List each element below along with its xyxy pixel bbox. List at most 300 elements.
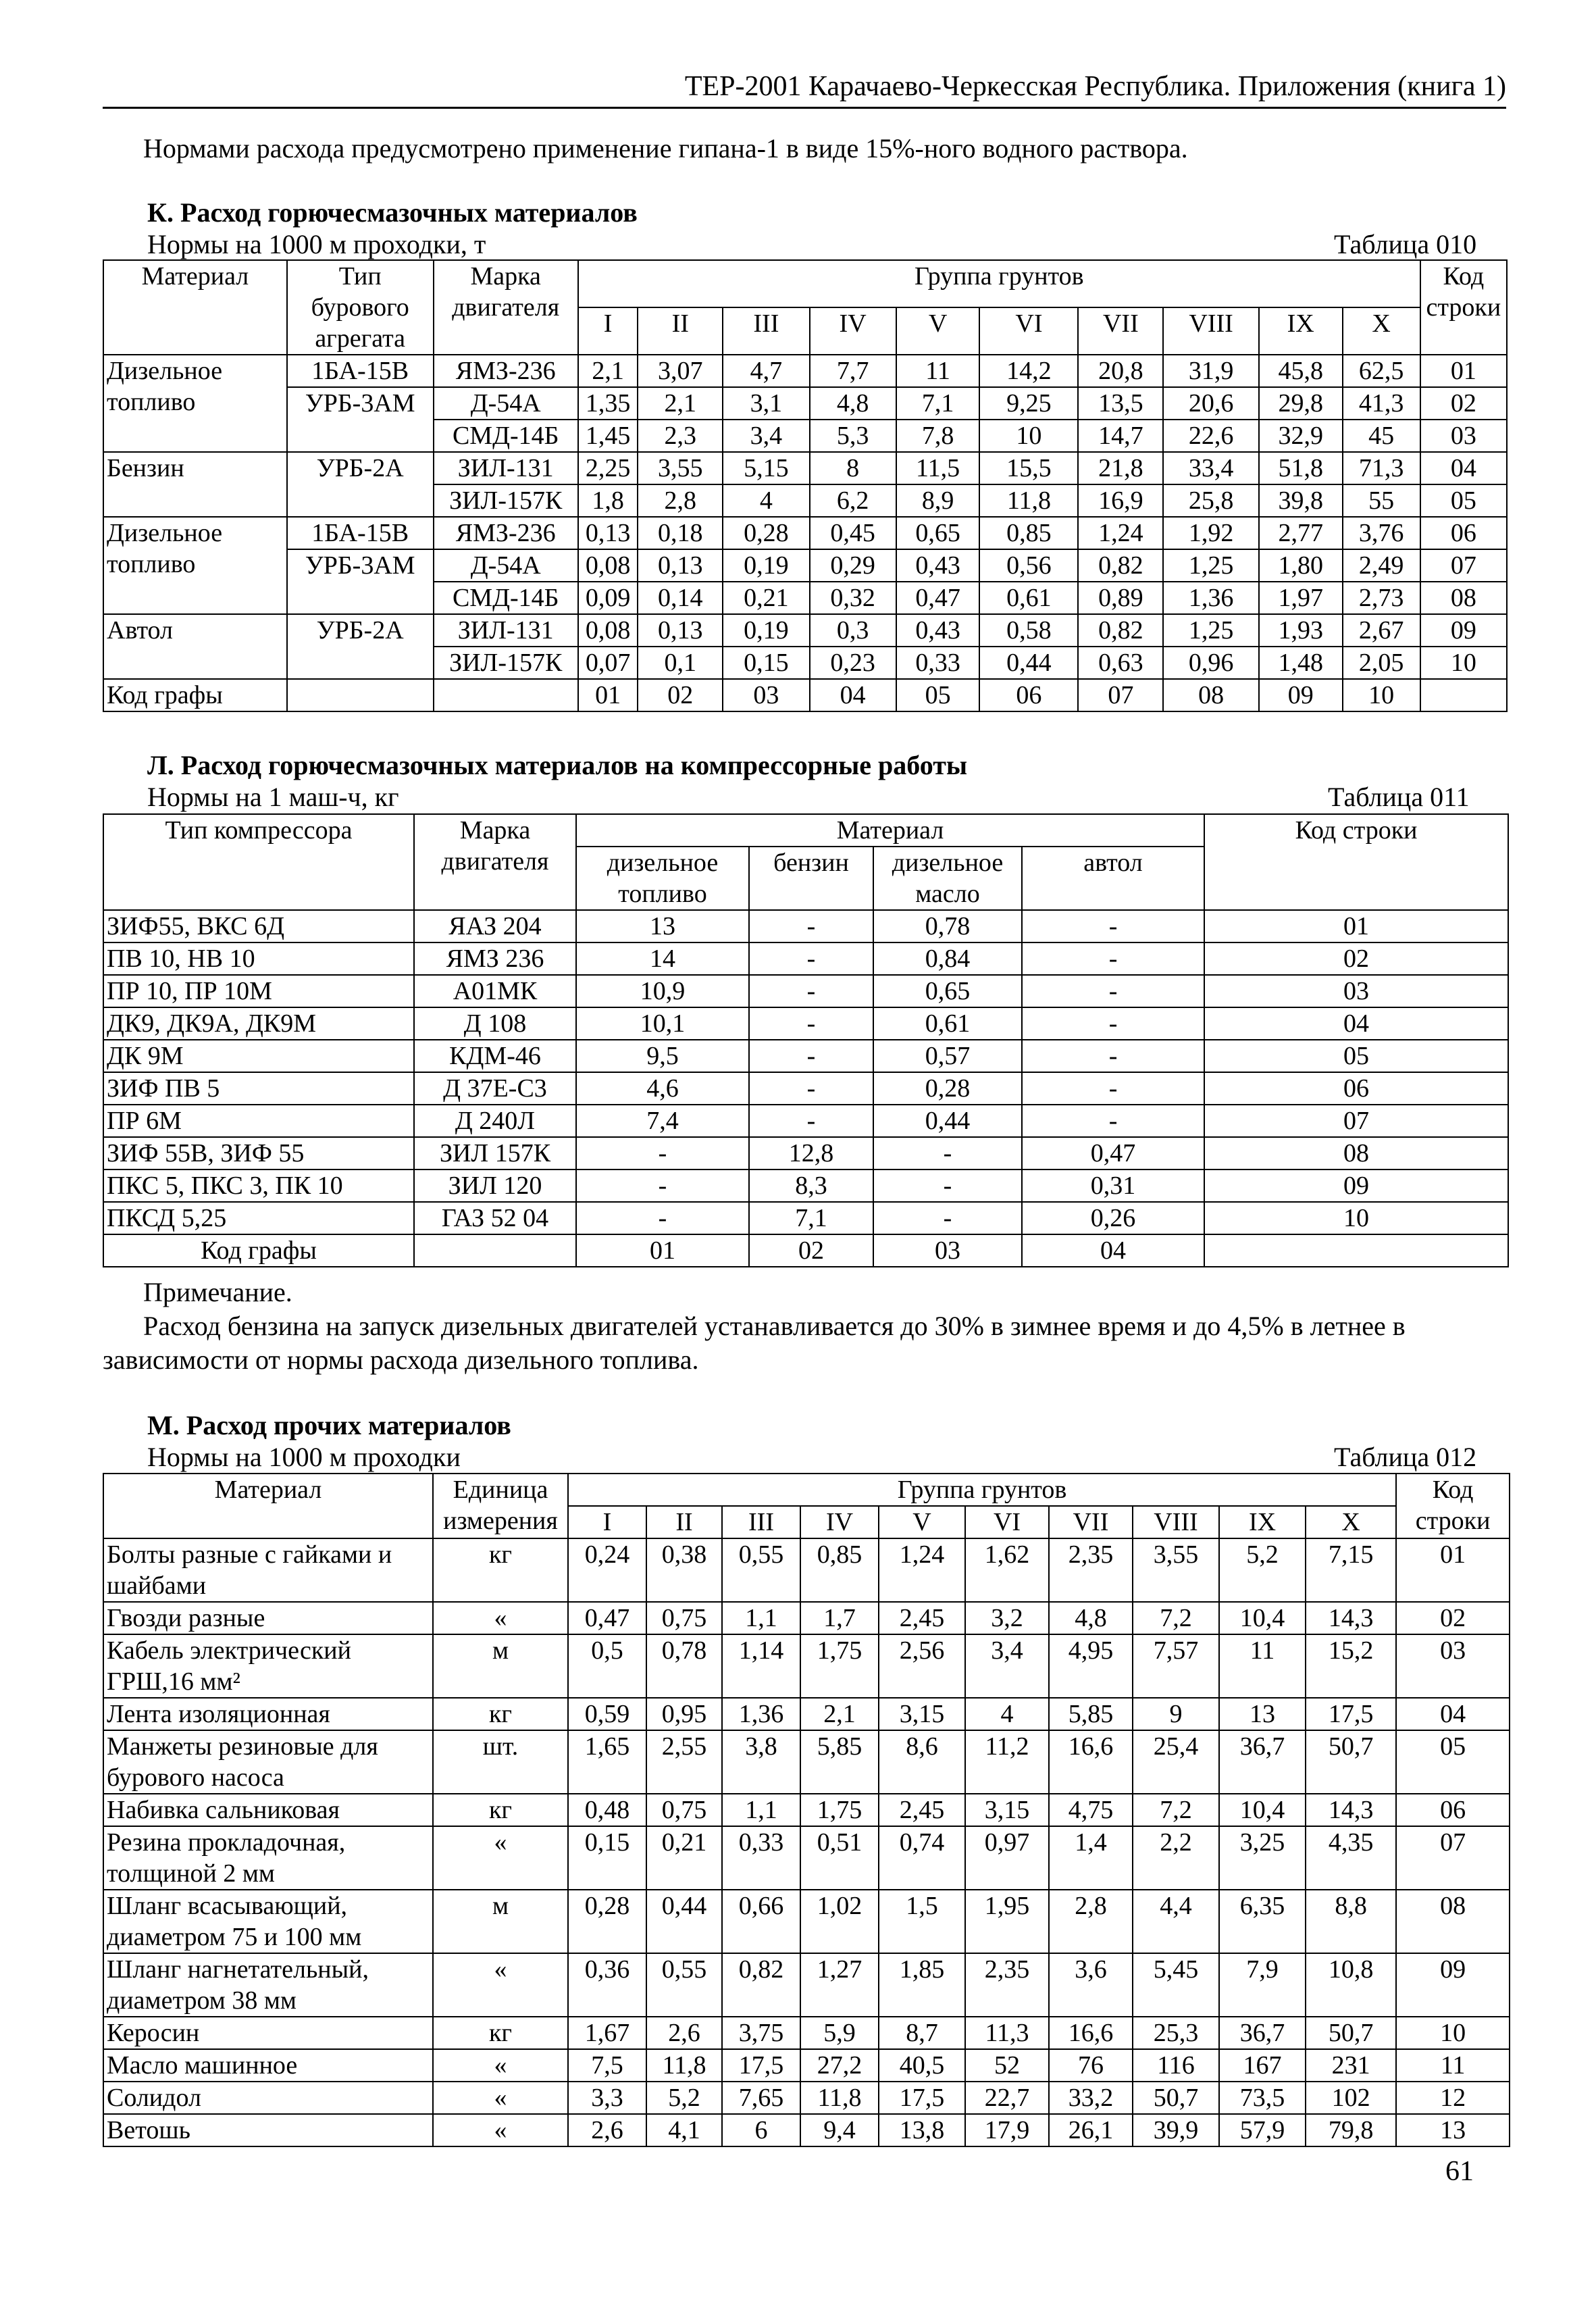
unit-cell: « xyxy=(433,2114,568,2146)
value-cell: 10,9 xyxy=(576,975,749,1007)
value-cell: 5,85 xyxy=(1049,1698,1133,1730)
table-011 xyxy=(103,813,1509,1267)
material-cell: Ветошь xyxy=(103,2114,433,2146)
value-cell: 31,9 xyxy=(1163,355,1258,387)
row-code-cell: 06 xyxy=(1204,1072,1508,1105)
table-row xyxy=(103,1730,1510,1794)
value-cell: 0,89 xyxy=(1078,582,1163,614)
value-cell: 10,4 xyxy=(1219,1794,1306,1826)
value-cell: 2,55 xyxy=(646,1730,722,1794)
value-cell: 51,8 xyxy=(1259,452,1343,484)
value-cell: 7,7 xyxy=(810,355,896,387)
header-rig-type: Тип бурового агрегата xyxy=(287,260,434,355)
row-code-cell: 09 xyxy=(1204,1169,1508,1202)
value-cell: 27,2 xyxy=(800,2049,879,2082)
value-cell: 3,3 xyxy=(568,2082,646,2114)
value-cell: 50,7 xyxy=(1133,2082,1219,2114)
header-group-6: VI xyxy=(979,307,1078,355)
table-row xyxy=(103,1794,1510,1826)
value-cell: 11,5 xyxy=(896,452,980,484)
row-code-cell: 13 xyxy=(1396,2114,1510,2146)
value-cell: 1,36 xyxy=(1163,582,1258,614)
value-cell: - xyxy=(749,975,873,1007)
value-cell: 0,65 xyxy=(896,517,980,549)
engine-cell: КДМ-46 xyxy=(414,1040,576,1072)
value-cell: 5,15 xyxy=(723,452,809,484)
value-cell: 13,5 xyxy=(1078,387,1163,420)
value-cell: 4,6 xyxy=(576,1072,749,1105)
value-cell: 3,25 xyxy=(1219,1826,1306,1890)
value-cell: 2,8 xyxy=(638,484,723,517)
table-row xyxy=(103,2082,1510,2114)
value-cell: 2,8 xyxy=(1049,1890,1133,1953)
value-cell: 0,55 xyxy=(646,1953,722,2017)
row-code-cell: 01 xyxy=(1204,910,1508,942)
value-cell: 5,45 xyxy=(1133,1953,1219,2017)
table-row xyxy=(103,1105,1508,1137)
row-code-cell: 02 xyxy=(1420,387,1507,420)
header-soil-group: Группа грунтов xyxy=(578,260,1420,307)
value-cell: 8 xyxy=(810,452,896,484)
section-k-subtitle: Нормы на 1000 м проходки, т xyxy=(147,229,486,259)
value-cell: - xyxy=(1022,975,1204,1007)
table-011-number: Таблица 011 xyxy=(1328,782,1470,812)
value-cell: 0,78 xyxy=(646,1634,722,1698)
material-cell: Набивка сальниковая xyxy=(103,1794,433,1826)
note-heading: Примечание. xyxy=(143,1277,292,1307)
empty-cell xyxy=(1204,1234,1508,1267)
row-code-cell: 06 xyxy=(1420,517,1507,549)
value-cell: 5,85 xyxy=(800,1730,879,1794)
engine-cell: Д-54А xyxy=(434,387,578,420)
value-cell: 33,4 xyxy=(1163,452,1258,484)
value-cell: 1,25 xyxy=(1163,614,1258,647)
column-code-cell: 09 xyxy=(1259,679,1343,711)
engine-cell: ЗИЛ-157К xyxy=(434,647,578,679)
section-l-title: Л. Расход горючесмазочных материалов на компрессорные работы xyxy=(147,750,968,780)
value-cell: 0,75 xyxy=(646,1602,722,1634)
material-cell: Бензин xyxy=(103,452,287,517)
value-cell: 41,3 xyxy=(1343,387,1420,420)
material-cell: Манжеты резиновые для бурового насоса xyxy=(103,1730,433,1794)
value-cell: 3,75 xyxy=(722,2017,800,2049)
value-cell: 0,33 xyxy=(722,1826,800,1890)
value-cell: 7,4 xyxy=(576,1105,749,1137)
rig-type-cell: УРБ-2А xyxy=(287,614,434,679)
value-cell: 7,2 xyxy=(1133,1602,1219,1634)
value-cell: - xyxy=(873,1137,1022,1169)
header-group-3: III xyxy=(723,307,809,355)
unit-cell: « xyxy=(433,1826,568,1890)
value-cell: 4,8 xyxy=(1049,1602,1133,1634)
value-cell: 8,6 xyxy=(879,1730,965,1794)
value-cell: 14,3 xyxy=(1306,1794,1396,1826)
value-cell: 0,55 xyxy=(722,1538,800,1602)
value-cell: 13 xyxy=(1219,1698,1306,1730)
value-cell: 7,9 xyxy=(1219,1953,1306,2017)
value-cell: 3,76 xyxy=(1343,517,1420,549)
value-cell: 39,9 xyxy=(1133,2114,1219,2146)
value-cell: 11 xyxy=(1219,1634,1306,1698)
value-cell: 3,55 xyxy=(1133,1538,1219,1602)
engine-cell: ЗИЛ-131 xyxy=(434,614,578,647)
header-group-8: VIII xyxy=(1163,307,1258,355)
value-cell: 1,95 xyxy=(965,1890,1049,1953)
value-cell: 0,32 xyxy=(810,582,896,614)
value-cell: 0,38 xyxy=(646,1538,722,1602)
value-cell: 10,4 xyxy=(1219,1602,1306,1634)
value-cell: 2,73 xyxy=(1343,582,1420,614)
value-cell: 1,35 xyxy=(578,387,638,420)
value-cell: 10 xyxy=(979,420,1078,452)
table-row xyxy=(103,1007,1508,1040)
value-cell: 0,1 xyxy=(638,647,723,679)
column-code-cell: 03 xyxy=(873,1234,1022,1267)
value-cell: 20,8 xyxy=(1078,355,1163,387)
value-cell: 2,45 xyxy=(879,1794,965,1826)
value-cell: 0,36 xyxy=(568,1953,646,2017)
header-group-4: IV xyxy=(810,307,896,355)
value-cell: 2,1 xyxy=(800,1698,879,1730)
table-row xyxy=(103,2017,1510,2049)
value-cell: 11,3 xyxy=(965,2017,1049,2049)
value-cell: 14 xyxy=(576,942,749,975)
engine-cell: ЯМЗ 236 xyxy=(414,942,576,975)
column-code-label: Код графы xyxy=(103,1234,414,1267)
value-cell: 9,5 xyxy=(576,1040,749,1072)
value-cell: 1,75 xyxy=(800,1794,879,1826)
row-code-cell: 10 xyxy=(1204,1202,1508,1234)
value-cell: 0,08 xyxy=(578,614,638,647)
compressor-type-cell: ПВ 10, НВ 10 xyxy=(103,942,414,975)
column-code-label: Код графы xyxy=(103,679,287,711)
value-cell: 11,8 xyxy=(646,2049,722,2082)
unit-cell: м xyxy=(433,1634,568,1698)
header-group-3: III xyxy=(722,1506,800,1538)
header-engine: Марка двигателя xyxy=(414,814,576,910)
header-group-2: II xyxy=(638,307,723,355)
table-row xyxy=(103,1826,1510,1890)
value-cell: 8,8 xyxy=(1306,1890,1396,1953)
value-cell: 0,56 xyxy=(979,549,1078,582)
value-cell: 4 xyxy=(965,1698,1049,1730)
value-cell: 0,78 xyxy=(873,910,1022,942)
unit-cell: шт. xyxy=(433,1730,568,1794)
value-cell: 79,8 xyxy=(1306,2114,1396,2146)
value-cell: 15,5 xyxy=(979,452,1078,484)
value-cell: 20,6 xyxy=(1163,387,1258,420)
value-cell: 2,6 xyxy=(646,2017,722,2049)
value-cell: 0,74 xyxy=(879,1826,965,1890)
table-row xyxy=(103,614,1507,647)
rig-type-cell: УРБ-3АМ xyxy=(287,549,434,614)
header-material-2: бензин xyxy=(749,847,873,910)
value-cell: 2,6 xyxy=(568,2114,646,2146)
empty-cell xyxy=(434,679,578,711)
engine-cell: ГАЗ 52 04 xyxy=(414,1202,576,1234)
value-cell: 11,8 xyxy=(979,484,1078,517)
value-cell: 7,15 xyxy=(1306,1538,1396,1602)
header-compressor-type: Тип компрессора xyxy=(103,814,414,910)
value-cell: 0,44 xyxy=(979,647,1078,679)
value-cell: - xyxy=(749,910,873,942)
row-code-cell: 07 xyxy=(1420,549,1507,582)
value-cell: 8,3 xyxy=(749,1169,873,1202)
row-code-cell: 10 xyxy=(1420,647,1507,679)
value-cell: 11,2 xyxy=(965,1730,1049,1794)
value-cell: 4,8 xyxy=(810,387,896,420)
value-cell: 0,28 xyxy=(568,1890,646,1953)
value-cell: - xyxy=(749,1105,873,1137)
value-cell: - xyxy=(1022,1040,1204,1072)
value-cell: 76 xyxy=(1049,2049,1133,2082)
value-cell: 45 xyxy=(1343,420,1420,452)
value-cell: 25,8 xyxy=(1163,484,1258,517)
value-cell: 15,2 xyxy=(1306,1634,1396,1698)
value-cell: - xyxy=(749,1072,873,1105)
engine-cell: Д 108 xyxy=(414,1007,576,1040)
value-cell: 0,13 xyxy=(638,549,723,582)
value-cell: 0,21 xyxy=(646,1826,722,1890)
value-cell: 4,35 xyxy=(1306,1826,1396,1890)
column-code-cell: 07 xyxy=(1078,679,1163,711)
rig-type-cell: УРБ-2А xyxy=(287,452,434,517)
value-cell: 33,2 xyxy=(1049,2082,1133,2114)
header-group-4: IV xyxy=(800,1506,879,1538)
table-012 xyxy=(103,1473,1510,2147)
engine-cell: А01МК xyxy=(414,975,576,1007)
value-cell: 0,28 xyxy=(723,517,809,549)
value-cell: 2,67 xyxy=(1343,614,1420,647)
value-cell: 8,9 xyxy=(896,484,980,517)
value-cell: 0,23 xyxy=(810,647,896,679)
value-cell: 14,2 xyxy=(979,355,1078,387)
value-cell: 0,09 xyxy=(578,582,638,614)
value-cell: 21,8 xyxy=(1078,452,1163,484)
value-cell: 2,3 xyxy=(638,420,723,452)
value-cell: 7,5 xyxy=(568,2049,646,2082)
value-cell: 2,77 xyxy=(1259,517,1343,549)
value-cell: 1,7 xyxy=(800,1602,879,1634)
value-cell: 3,1 xyxy=(723,387,809,420)
value-cell: 0,14 xyxy=(638,582,723,614)
value-cell: 116 xyxy=(1133,2049,1219,2082)
value-cell: 11,8 xyxy=(800,2082,879,2114)
column-code-cell: 04 xyxy=(1022,1234,1204,1267)
value-cell: 1,75 xyxy=(800,1634,879,1698)
value-cell: 1,24 xyxy=(1078,517,1163,549)
value-cell: 0,08 xyxy=(578,549,638,582)
value-cell: 0,75 xyxy=(646,1794,722,1826)
value-cell: - xyxy=(576,1137,749,1169)
table-row xyxy=(103,1634,1510,1698)
material-cell: Дизельное топливо xyxy=(103,355,287,452)
value-cell: 9,25 xyxy=(979,387,1078,420)
value-cell: 7,2 xyxy=(1133,1794,1219,1826)
value-cell: 1,1 xyxy=(722,1794,800,1826)
value-cell: 0,61 xyxy=(979,582,1078,614)
value-cell: 25,3 xyxy=(1133,2017,1219,2049)
value-cell: 0,21 xyxy=(723,582,809,614)
empty-cell xyxy=(1420,679,1507,711)
header-material-4: автол xyxy=(1022,847,1204,910)
rig-type-cell: 1БА-15В xyxy=(287,355,434,387)
value-cell: 1,25 xyxy=(1163,549,1258,582)
compressor-type-cell: ЗИФ55, ВКС 6Д xyxy=(103,910,414,942)
value-cell: 39,8 xyxy=(1259,484,1343,517)
value-cell: 26,1 xyxy=(1049,2114,1133,2146)
value-cell: 4,7 xyxy=(723,355,809,387)
value-cell: 167 xyxy=(1219,2049,1306,2082)
table-row xyxy=(103,1072,1508,1105)
value-cell: 7,1 xyxy=(749,1202,873,1234)
row-code-cell: 05 xyxy=(1396,1730,1510,1794)
note-text: Расход бензина на запуск дизельных двигателей устанавливается до 30% в зимнее время и до 4,5% в летнее в зависимости от нормы расхода дизельного топлива. xyxy=(103,1311,1406,1375)
value-cell: 0,3 xyxy=(810,614,896,647)
table-row xyxy=(103,2114,1510,2146)
engine-cell: ЯМЗ-236 xyxy=(434,517,578,549)
value-cell: 45,8 xyxy=(1259,355,1343,387)
value-cell: 0,07 xyxy=(578,647,638,679)
section-k-title: К. Расход горючесмазочных материалов xyxy=(147,197,638,228)
table-row xyxy=(103,1169,1508,1202)
value-cell: 17,5 xyxy=(879,2082,965,2114)
value-cell: 25,4 xyxy=(1133,1730,1219,1794)
unit-cell: кг xyxy=(433,1538,568,1602)
row-code-cell: 02 xyxy=(1396,1602,1510,1634)
value-cell: 10,8 xyxy=(1306,1953,1396,2017)
value-cell: 57,9 xyxy=(1219,2114,1306,2146)
value-cell: 0,57 xyxy=(873,1040,1022,1072)
material-cell: Керосин xyxy=(103,2017,433,2049)
header-group-6: VI xyxy=(965,1506,1049,1538)
value-cell: 10,1 xyxy=(576,1007,749,1040)
value-cell: 14,3 xyxy=(1306,1602,1396,1634)
table-010 xyxy=(103,259,1508,712)
value-cell: 0,26 xyxy=(1022,1202,1204,1234)
empty-cell xyxy=(414,1234,576,1267)
value-cell: 0,47 xyxy=(1022,1137,1204,1169)
compressor-type-cell: ДК 9М xyxy=(103,1040,414,1072)
intro-paragraph: Нормами расхода предусмотрено применение гипана-1 в виде 15%-ного водного раствора. xyxy=(143,133,1188,164)
table-row xyxy=(103,1538,1510,1602)
table-row xyxy=(103,910,1508,942)
header-material: Материал xyxy=(576,814,1204,847)
header-row-code: Код строки xyxy=(1204,814,1508,910)
value-cell: 4 xyxy=(723,484,809,517)
value-cell: 3,4 xyxy=(965,1634,1049,1698)
value-cell: 3,15 xyxy=(965,1794,1049,1826)
table-row xyxy=(103,549,1507,582)
header-group-8: VIII xyxy=(1133,1506,1219,1538)
value-cell: 6,2 xyxy=(810,484,896,517)
compressor-type-cell: ПКСД 5,25 xyxy=(103,1202,414,1234)
value-cell: 5,2 xyxy=(1219,1538,1306,1602)
unit-cell: м xyxy=(433,1890,568,1953)
row-code-cell: 01 xyxy=(1420,355,1507,387)
value-cell: 0,84 xyxy=(873,942,1022,975)
compressor-type-cell: ЗИФ 55В, ЗИФ 55 xyxy=(103,1137,414,1169)
value-cell: 5,3 xyxy=(810,420,896,452)
rig-type-cell: УРБ-3АМ xyxy=(287,387,434,452)
value-cell: - xyxy=(576,1202,749,1234)
table-row xyxy=(103,452,1507,484)
row-code-cell: 05 xyxy=(1420,484,1507,517)
value-cell: 22,6 xyxy=(1163,420,1258,452)
unit-cell: кг xyxy=(433,1698,568,1730)
value-cell: 0,82 xyxy=(1078,549,1163,582)
value-cell: 0,43 xyxy=(896,549,980,582)
column-code-cell: 01 xyxy=(578,679,638,711)
value-cell: - xyxy=(1022,1105,1204,1137)
table-row xyxy=(103,1137,1508,1169)
row-code-cell: 08 xyxy=(1396,1890,1510,1953)
value-cell: 1,27 xyxy=(800,1953,879,2017)
row-code-cell: 09 xyxy=(1396,1953,1510,2017)
value-cell: 0,33 xyxy=(896,647,980,679)
value-cell: 1,65 xyxy=(568,1730,646,1794)
header-material: Материал xyxy=(103,1474,433,1538)
header-group-10: X xyxy=(1343,307,1420,355)
value-cell: 1,48 xyxy=(1259,647,1343,679)
section-l-subtitle: Нормы на 1 маш-ч, кг xyxy=(147,782,399,812)
value-cell: 3,8 xyxy=(722,1730,800,1794)
header-row-code: Код строки xyxy=(1396,1474,1510,1538)
unit-cell: кг xyxy=(433,1794,568,1826)
compressor-type-cell: ДК9, ДК9А, ДК9М xyxy=(103,1007,414,1040)
value-cell: 4,4 xyxy=(1133,1890,1219,1953)
value-cell: 16,9 xyxy=(1078,484,1163,517)
value-cell: 17,9 xyxy=(965,2114,1049,2146)
value-cell: 1,1 xyxy=(722,1602,800,1634)
value-cell: 7,1 xyxy=(896,387,980,420)
value-cell: 0,63 xyxy=(1078,647,1163,679)
value-cell: 6,35 xyxy=(1219,1890,1306,1953)
column-code-cell: 01 xyxy=(576,1234,749,1267)
value-cell: 29,8 xyxy=(1259,387,1343,420)
value-cell: 1,80 xyxy=(1259,549,1343,582)
value-cell: 73,5 xyxy=(1219,2082,1306,2114)
value-cell: 9,4 xyxy=(800,2114,879,2146)
engine-cell: Д 37Е-С3 xyxy=(414,1072,576,1105)
value-cell: 0,51 xyxy=(800,1826,879,1890)
value-cell: 0,66 xyxy=(722,1890,800,1953)
material-cell: Кабель электрический ГРШ,16 мм² xyxy=(103,1634,433,1698)
table-012-number: Таблица 012 xyxy=(1334,1442,1477,1472)
material-cell: Гвозди разные xyxy=(103,1602,433,1634)
value-cell: 13 xyxy=(576,910,749,942)
value-cell: 0,61 xyxy=(873,1007,1022,1040)
value-cell: 1,85 xyxy=(879,1953,965,2017)
value-cell: 11 xyxy=(896,355,980,387)
header-group-9: IX xyxy=(1219,1506,1306,1538)
value-cell: - xyxy=(576,1169,749,1202)
value-cell: 17,5 xyxy=(722,2049,800,2082)
value-cell: 3,07 xyxy=(638,355,723,387)
value-cell: 62,5 xyxy=(1343,355,1420,387)
value-cell: 2,25 xyxy=(578,452,638,484)
value-cell: 2,1 xyxy=(578,355,638,387)
table-row xyxy=(103,975,1508,1007)
column-code-cell: 02 xyxy=(749,1234,873,1267)
value-cell: 5,9 xyxy=(800,2017,879,2049)
column-code-cell: 03 xyxy=(723,679,809,711)
header-group-9: IX xyxy=(1259,307,1343,355)
header-group-10: X xyxy=(1306,1506,1396,1538)
row-code-cell: 03 xyxy=(1396,1634,1510,1698)
value-cell: 36,7 xyxy=(1219,2017,1306,2049)
engine-cell: ЗИЛ 157К xyxy=(414,1137,576,1169)
